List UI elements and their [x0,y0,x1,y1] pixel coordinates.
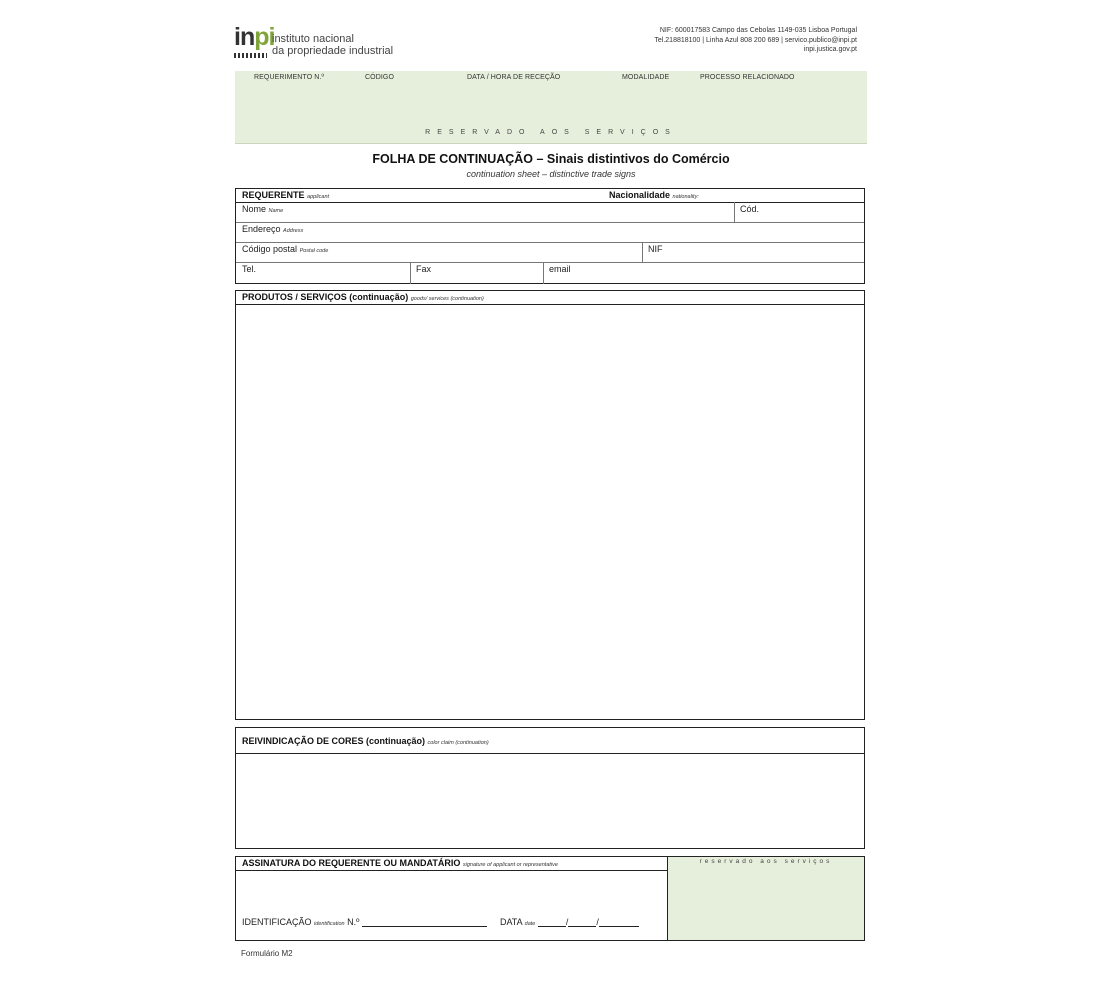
tel-field[interactable]: Tel. [242,264,257,274]
reserved-services-caption: RESERVADO AOS SERVIÇOS [425,129,677,136]
modalidade-label: MODALIDADE [622,74,670,81]
divider [236,202,864,203]
processo-relacionado-label: PROCESSO RELACIONADO [700,74,795,81]
email-field[interactable]: email [549,264,571,274]
logo-text [272,33,393,57]
identificacao-number-input[interactable] [362,917,487,927]
inpi-logo [234,24,404,64]
logo-mark: inpi [234,23,275,51]
form-title: FOLHA DE CONTINUAÇÃO – Sinais distintivos do Comércio [372,152,730,166]
divider [236,870,667,871]
divider [734,202,735,222]
form-code: Formulário M2 [241,949,293,958]
reivindicacao-cores-header: REIVINDICAÇÃO DE CORES (continuação) color claim (continuation) [242,736,489,746]
codigo-postal-field[interactable]: Código postal Postal code [242,244,329,254]
requerimento-number-label: REQUERIMENTO N.º [254,74,325,81]
data-label: DATA [499,917,523,927]
numero-label: N.º [347,917,360,927]
produtos-servicos-header: PRODUTOS / SERVIÇOS (continuação) goods/ services (continuation) [242,292,484,302]
reivindicacao-cores-textarea[interactable] [236,754,864,848]
fax-field[interactable]: Fax [416,264,432,274]
reserved-services-band [235,71,867,144]
contact-info [557,26,857,55]
divider [642,242,643,262]
divider [236,222,864,223]
nif-field[interactable]: NIF [648,244,663,254]
codigo-label: CÓDIGO [365,74,394,81]
date-month-input[interactable] [568,917,596,927]
assinatura-section [235,856,865,941]
contact-line2: Tel.218818100 | Linha Azul 808 200 689 | servico.publico@inpi.pt [654,36,857,44]
produtos-servicos-section [235,290,865,720]
assinatura-header: ASSINATURA DO REQUERENTE OU MANDATÁRIO signature of applicant or representative [242,858,558,868]
contact-line3: inpi.justica.gov.pt [803,46,857,53]
identificacao-row: IDENTIFICAÇÃO identification N.º DATA date / / [242,917,639,927]
date-day-input[interactable] [538,917,566,927]
divider [236,242,864,243]
form-subtitle: continuation sheet – distinctive trade signs [466,169,636,179]
identificacao-label: IDENTIFICAÇÃO [242,917,312,927]
nome-field[interactable]: Nome Name [242,204,284,214]
divider [410,262,411,284]
logo-line1: instituto nacional [272,33,354,45]
date-year-input[interactable] [599,917,639,927]
endereco-field[interactable]: Endereço Address [242,224,304,234]
divider [543,262,544,284]
contact-line1: NIF: 600017583 Campo das Cebolas 1149-035 Lisboa Portugal [659,27,857,34]
requerente-header: REQUERENTE applicant [242,190,330,200]
reserved-services-caption: reservado aos serviços [699,858,833,865]
requerente-section [235,188,865,284]
divider [236,262,864,263]
produtos-servicos-textarea[interactable] [236,305,864,719]
reserved-services-box [667,857,864,940]
data-rececao-label: DATA / HORA DE RECEÇÃO [467,74,561,81]
nacionalidade-label: Nacionalidade nationality: [609,190,699,200]
reivindicacao-cores-section [235,727,865,849]
logo-barcode-icon [234,53,267,58]
cod-field[interactable]: Cód. [740,204,760,214]
logo-line2: da propriedade industrial [272,45,394,57]
